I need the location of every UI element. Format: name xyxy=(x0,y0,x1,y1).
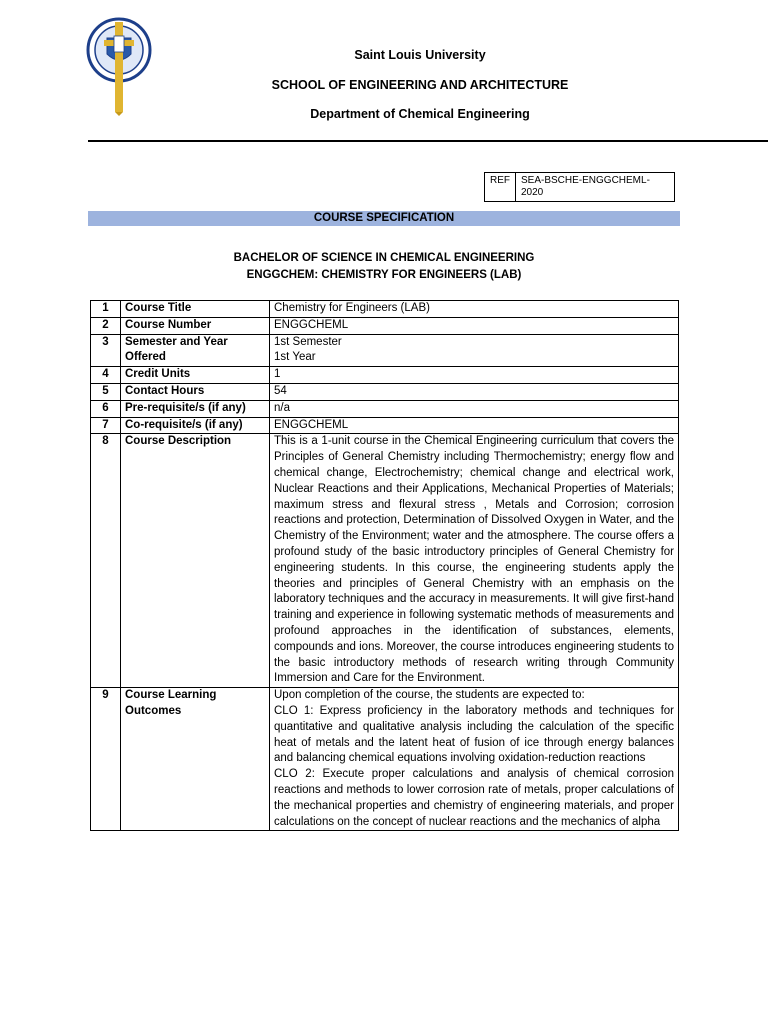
row-label: Pre-requisite/s (if any) xyxy=(121,400,270,417)
row-value: ENGGCHEML xyxy=(270,417,679,434)
row-number: 6 xyxy=(91,400,121,417)
ref-label: REF xyxy=(485,173,516,202)
school-name: SCHOOL OF ENGINEERING AND ARCHITECTURE xyxy=(271,78,569,92)
row-label: Course Title xyxy=(121,301,270,318)
department-name: Department of Chemical Engineering xyxy=(310,107,530,121)
row-value: 54 xyxy=(270,383,679,400)
row-number: 9 xyxy=(91,688,121,831)
row-label: Credit Units xyxy=(121,367,270,384)
table-row xyxy=(91,688,679,831)
row-value xyxy=(270,334,679,367)
row-label: Course Number xyxy=(121,317,270,334)
row-value: 1 xyxy=(270,367,679,384)
row-number: 7 xyxy=(91,417,121,434)
university-name: Saint Louis University xyxy=(354,48,486,62)
reference-box xyxy=(484,172,675,202)
row-label: Co-requisite/s (if any) xyxy=(121,417,270,434)
row-label: Contact Hours xyxy=(121,383,270,400)
table-row xyxy=(91,334,679,367)
table-row xyxy=(91,434,679,688)
row-label: Course Learning Outcomes xyxy=(121,688,270,831)
row-number: 4 xyxy=(91,367,121,384)
row-number: 5 xyxy=(91,383,121,400)
table-row xyxy=(91,367,679,384)
row-number: 8 xyxy=(91,434,121,688)
clo-1: CLO 1: Express proficiency in the laboratory methods and techniques for quantitative and qualitative analysis including the calculation of the specific heat of metals and the latent heat of fusion of ice through energy balances and balancing chemical equations involving oxidation-reduction reactions xyxy=(274,704,674,765)
course-spec-table xyxy=(90,300,679,831)
ref-value: SEA-BSCHE-ENGGCHEML-2020 xyxy=(516,173,675,202)
table-row xyxy=(91,400,679,417)
header-divider xyxy=(88,140,768,142)
row-value: n/a xyxy=(270,400,679,417)
row-value: ENGGCHEML xyxy=(270,317,679,334)
course-specification-banner: COURSE SPECIFICATION xyxy=(88,211,680,226)
program-title: BACHELOR OF SCIENCE IN CHEMICAL ENGINEERING xyxy=(233,252,535,264)
course-description-text: This is a 1-unit course in the Chemical Engineering curriculum that covers the Principles of General Chemistry including Thermochemistry; energy flow and chemical change, Electrochemistry; chemical change and electrical work, Nuclear Reactions and their Applications, Mechanical Properties of Materials; maximum stress and flexural stress , Metals and Corrosion; corrosion reactions and protection, Determination of Dissolved Oxygen in Water, and the Chemistry of the Environment; water and the atmosphere. The course offers a profound study of the basic introductory principles of General Chemistry for engineering students. In this course, the engineering students apply the theories and principles of General Chemistry with an emphasis on the laboratory techniques and the accuracy in measurements. It will give first-hand training and experience in following systematic methods of measurements and profound approaches in the identification of substances, elements, compounds and ions. Moreover, the course introduces engineering students to the basic introductory methods of research writing through Community Immersion and Care for the Environment. xyxy=(270,434,679,688)
year-value: 1st Year xyxy=(274,351,316,364)
table-row xyxy=(91,417,679,434)
row-value: Chemistry for Engineers (LAB) xyxy=(270,301,679,318)
row-number: 3 xyxy=(91,334,121,367)
table-row xyxy=(91,317,679,334)
table-row xyxy=(91,383,679,400)
learning-outcomes xyxy=(270,688,679,831)
row-label: Course Description xyxy=(121,434,270,688)
course-title-heading: ENGGCHEM: CHEMISTRY FOR ENGINEERS (LAB) xyxy=(246,269,522,281)
row-number: 2 xyxy=(91,317,121,334)
semester-value: 1st Semester xyxy=(274,335,342,348)
outcomes-intro: Upon completion of the course, the students are expected to: xyxy=(274,689,585,702)
clo-2: CLO 2: Execute proper calculations and analysis of chemical corrosion reactions and methods to lower corrosion rate of metals, proper calculations of the mechanical properties and chemistry of engineering materials, and proper calculations on the concept of nuclear reactions and the mechanics of alpha xyxy=(274,768,674,828)
table-row xyxy=(91,301,679,318)
row-number: 1 xyxy=(91,301,121,318)
row-label: Semester and Year Offered xyxy=(121,334,270,367)
university-seal-logo xyxy=(84,16,154,116)
